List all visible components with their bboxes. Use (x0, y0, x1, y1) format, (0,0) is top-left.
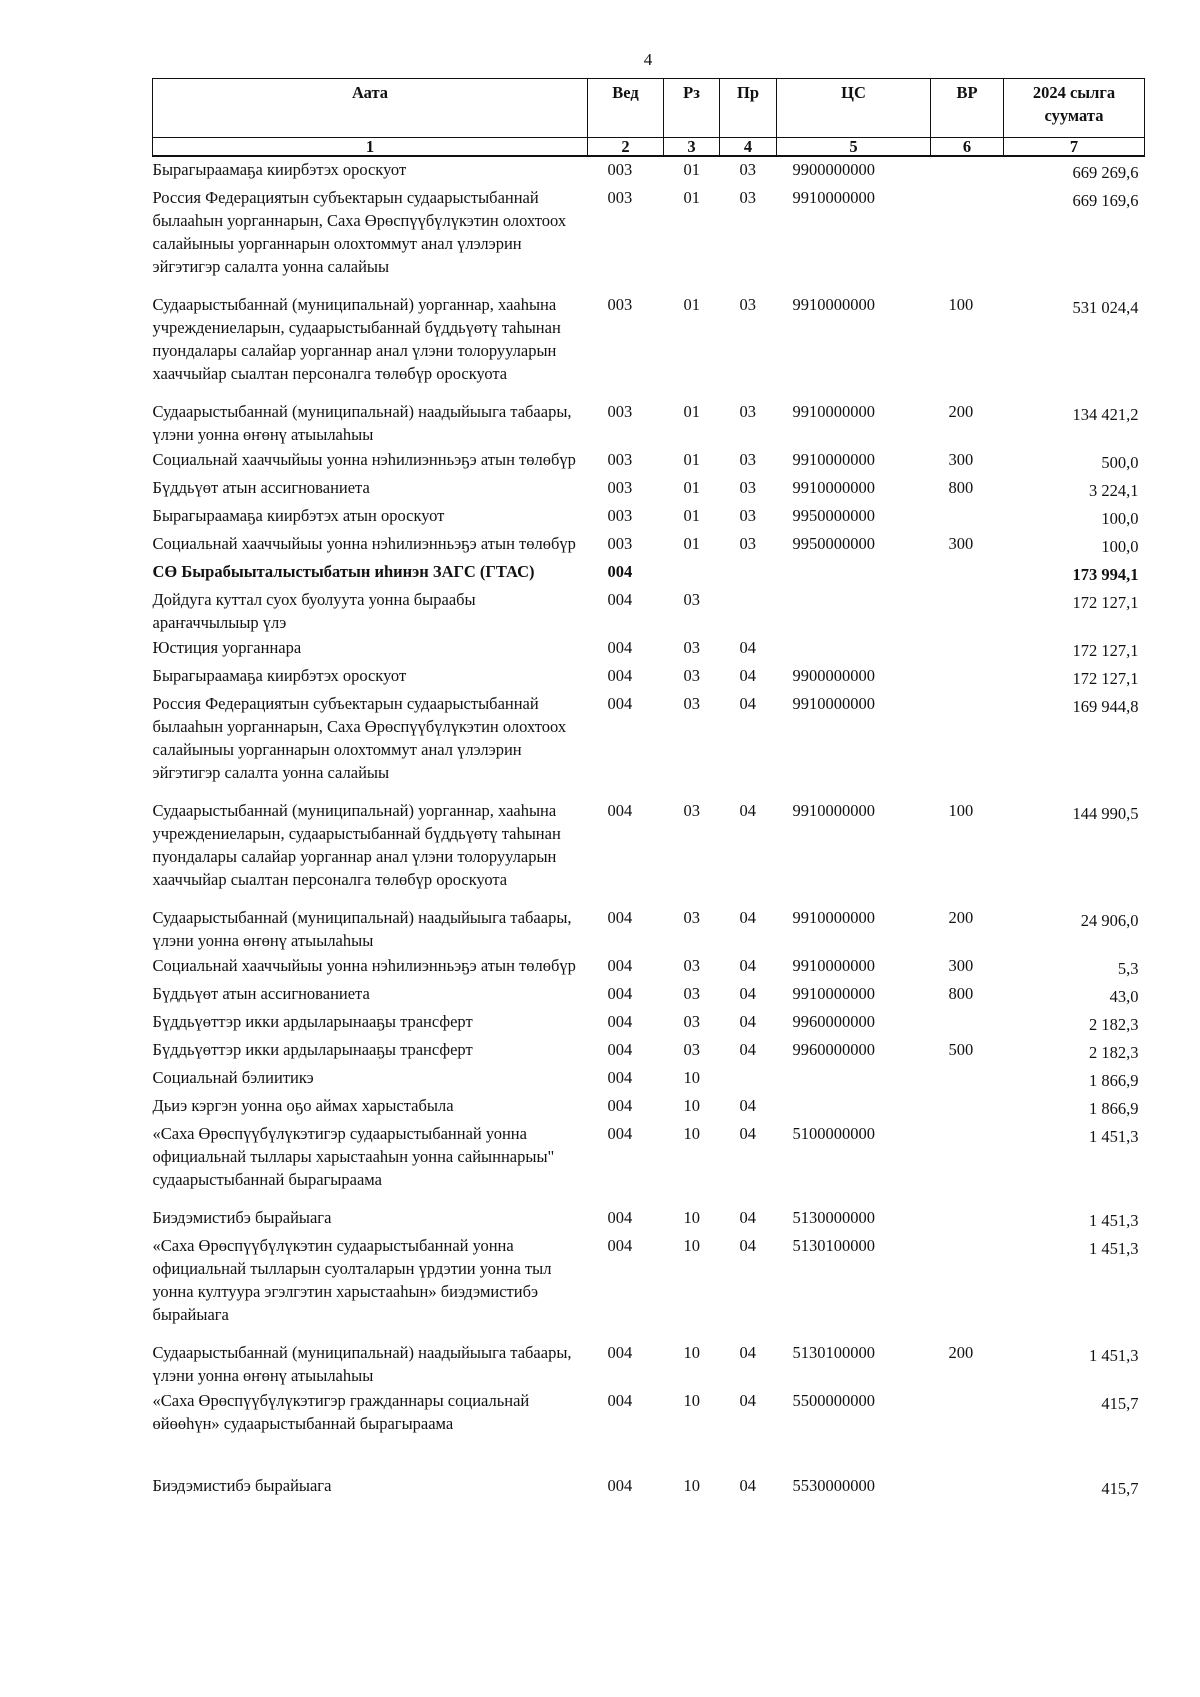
cell-pr: 04 (739, 908, 756, 927)
table-row (153, 953, 1145, 981)
cell-name: Бүддьүөттэр икки ардыларынааҕы трансферт (152, 1012, 473, 1031)
cell-name: Юстиция уорганнара (152, 638, 302, 657)
header-ved: Вед (588, 79, 664, 138)
cell-vr: 200 (948, 402, 974, 421)
cell-vr: 200 (948, 1343, 974, 1362)
table-row (153, 503, 1145, 531)
cell-ved: 004 (607, 908, 633, 927)
cell-vr (931, 635, 1004, 663)
cell-ved: 004 (607, 562, 633, 581)
page-number: 4 (643, 50, 653, 69)
cell-cs: 9910000000 (792, 188, 875, 207)
table-row (153, 1205, 1145, 1233)
cell-vr: 200 (948, 908, 974, 927)
header-name: Аата (153, 79, 588, 138)
cell-sum: 100,0 (1101, 509, 1139, 528)
cell-name: Судаарыстыбаннай (муниципальнай) уорганнар, хааһына учреждениеларын, судаарыстыбаннай бүддьүөтү таһынан пуондалары салайар уорганнар анал үлэни толорууларын хааччыйар сыалтан персоналга төлөбүр ороскуота (152, 295, 561, 383)
table-row (153, 156, 1145, 185)
cell-name: Социальнай хааччыйыы уонна нэһилиэнньэҕэ атын төлөбүр (152, 450, 576, 469)
cell-name: Бүддьүөт атын ассигнованиета (152, 984, 370, 1003)
table-row (153, 531, 1145, 559)
cell-vr (931, 1233, 1004, 1340)
cell-cs: 5130100000 (792, 1236, 875, 1255)
header-vr: ВР (931, 79, 1004, 138)
cell-sum: 43,0 (1109, 987, 1139, 1006)
header-num: 7 (1004, 138, 1145, 157)
cell-ved: 004 (607, 801, 633, 820)
table-row (153, 1473, 1145, 1501)
cell-name: Бырагыраамаҕа киирбэтэх атын ороскуот (152, 506, 445, 525)
table-row (153, 1093, 1145, 1121)
cell-vr (931, 1473, 1004, 1501)
cell-cs: 5530000000 (792, 1476, 875, 1495)
cell-pr: 04 (739, 801, 756, 820)
cell-sum: 500,0 (1101, 453, 1139, 472)
cell-cs: 9900000000 (792, 160, 875, 179)
cell-cs: 9910000000 (792, 908, 875, 927)
cell-rz: 03 (683, 694, 700, 713)
cell-pr: 04 (739, 956, 756, 975)
cell-vr (931, 156, 1004, 185)
cell-vr (931, 503, 1004, 531)
cell-vr (931, 1009, 1004, 1037)
cell-vr (931, 1121, 1004, 1205)
cell-rz: 10 (683, 1068, 700, 1087)
cell-pr: 04 (739, 1236, 756, 1255)
table-row (153, 691, 1145, 798)
cell-rz: 03 (683, 638, 700, 657)
cell-name: Судаарыстыбаннай (муниципальнай) уорганнар, хааһына учреждениеларын, судаарыстыбаннай бүддьүөтү таһынан пуондалары салайар уорганнар анал үлэни толорууларын хааччыйар сыалтан персоналга төлөбүр ороскуота (152, 801, 561, 889)
cell-vr (931, 691, 1004, 798)
cell-rz: 10 (683, 1236, 700, 1255)
cell-ved: 003 (607, 402, 633, 421)
cell-sum: 144 990,5 (1072, 804, 1139, 823)
cell-sum: 5,3 (1117, 959, 1139, 978)
cell-pr: 04 (739, 984, 756, 1003)
cell-cs: 9910000000 (792, 801, 875, 820)
cell-vr: 500 (948, 1040, 974, 1059)
cell-pr: 03 (739, 506, 756, 525)
cell-rz: 03 (683, 956, 700, 975)
cell-sum: 172 127,1 (1072, 593, 1139, 612)
cell-ved: 004 (607, 1068, 633, 1087)
cell-vr: 300 (948, 534, 974, 553)
cell-vr (931, 1205, 1004, 1233)
cell-vr: 800 (948, 478, 974, 497)
cell-pr: 04 (739, 1391, 756, 1410)
cell-vr (931, 185, 1004, 292)
header-num: 4 (720, 138, 777, 157)
cell-rz: 03 (683, 1012, 700, 1031)
cell-cs: 9960000000 (792, 1040, 875, 1059)
table-row (153, 663, 1145, 691)
cell-sum: 415,7 (1101, 1394, 1139, 1413)
cell-ved: 004 (607, 1343, 633, 1362)
table-row (153, 1121, 1145, 1205)
cell-sum: 100,0 (1101, 537, 1139, 556)
cell-pr: 04 (739, 1096, 756, 1115)
cell-ved: 004 (607, 1208, 633, 1227)
cell-sum: 172 127,1 (1072, 669, 1139, 688)
table-row (153, 185, 1145, 292)
cell-cs: 9910000000 (792, 402, 875, 421)
cell-cs (777, 1093, 931, 1121)
cell-sum: 169 944,8 (1072, 697, 1139, 716)
cell-rz: 03 (683, 1040, 700, 1059)
table-row (153, 635, 1145, 663)
cell-pr (720, 587, 777, 635)
table-row (153, 447, 1145, 475)
table-row (153, 1388, 1145, 1473)
cell-sum: 1 866,9 (1089, 1071, 1139, 1090)
cell-vr: 300 (948, 956, 974, 975)
cell-cs: 5100000000 (792, 1124, 875, 1143)
cell-pr: 04 (739, 1040, 756, 1059)
cell-cs: 5130000000 (792, 1208, 875, 1227)
cell-ved: 004 (607, 666, 633, 685)
cell-name: СӨ Бырабыыталыстыбатын иһинэн ЗАГС (ГТАС) (152, 562, 535, 581)
cell-sum: 1 451,3 (1089, 1239, 1139, 1258)
cell-cs: 9910000000 (792, 478, 875, 497)
cell-vr: 800 (948, 984, 974, 1003)
cell-sum: 2 182,3 (1089, 1043, 1139, 1062)
table-row (153, 1009, 1145, 1037)
cell-rz: 10 (683, 1476, 700, 1495)
cell-rz: 10 (683, 1124, 700, 1143)
cell-pr: 03 (739, 478, 756, 497)
cell-cs (777, 559, 931, 587)
header-num: 2 (588, 138, 664, 157)
header-num: 5 (777, 138, 931, 157)
cell-name: Социальнай хааччыйыы уонна нэһилиэнньэҕэ атын төлөбүр (152, 534, 576, 553)
cell-ved: 003 (607, 188, 633, 207)
cell-vr (931, 587, 1004, 635)
cell-rz (664, 559, 720, 587)
cell-ved: 004 (607, 638, 633, 657)
cell-rz: 10 (683, 1096, 700, 1115)
cell-name: Бүддьүөттэр икки ардыларынааҕы трансферт (152, 1040, 473, 1059)
cell-rz: 03 (683, 801, 700, 820)
cell-pr: 03 (739, 160, 756, 179)
cell-sum: 1 866,9 (1089, 1099, 1139, 1118)
cell-ved: 004 (607, 1012, 633, 1031)
cell-pr: 03 (739, 534, 756, 553)
cell-cs: 9900000000 (792, 666, 875, 685)
cell-sum: 173 994,1 (1072, 565, 1139, 584)
cell-pr (720, 559, 777, 587)
cell-rz: 10 (683, 1208, 700, 1227)
cell-vr: 100 (948, 801, 974, 820)
cell-pr: 04 (739, 1476, 756, 1495)
cell-cs: 9950000000 (792, 534, 875, 553)
cell-sum: 1 451,3 (1089, 1346, 1139, 1365)
cell-cs: 9910000000 (792, 956, 875, 975)
cell-ved: 003 (607, 295, 633, 314)
cell-name: Судаарыстыбаннай (муниципальнай) наадыйыыга табаары, үлэни уонна өҥөнү атыылаһыы (152, 1343, 572, 1385)
cell-cs (777, 1065, 931, 1093)
cell-ved: 004 (607, 590, 633, 609)
budget-table (152, 78, 1145, 1501)
cell-sum: 134 421,2 (1072, 405, 1139, 424)
cell-rz: 03 (683, 984, 700, 1003)
cell-ved: 003 (607, 478, 633, 497)
cell-ved: 004 (607, 694, 633, 713)
cell-sum: 1 451,3 (1089, 1211, 1139, 1230)
cell-pr: 04 (739, 694, 756, 713)
cell-ved: 004 (607, 1476, 633, 1495)
cell-vr: 300 (948, 450, 974, 469)
cell-pr: 04 (739, 1208, 756, 1227)
cell-rz: 01 (683, 402, 700, 421)
cell-name: Россия Федерациятын субъектарын судаарыстыбаннай былааһын уорганнарын, Саха Өрөспүүбүлүкэтин олохтоох салайыныы уорганнарын олохтоммут анал үлэлэрин эйгэтигэр салалта уонна салайыы (152, 694, 567, 782)
table-row (153, 1340, 1145, 1388)
cell-cs (777, 635, 931, 663)
cell-ved: 004 (607, 984, 633, 1003)
cell-ved: 003 (607, 450, 633, 469)
cell-name: «Саха Өрөспүүбүлүкэтигэр гражданнары социальнай өйөөһүн» судаарыстыбаннай бырагыраама (152, 1391, 530, 1433)
cell-rz: 01 (683, 188, 700, 207)
header-num: 6 (931, 138, 1004, 157)
cell-pr (720, 1065, 777, 1093)
cell-rz: 03 (683, 908, 700, 927)
cell-cs (777, 587, 931, 635)
cell-rz: 01 (683, 506, 700, 525)
cell-rz: 01 (683, 295, 700, 314)
table-row (153, 1065, 1145, 1093)
cell-cs: 5130100000 (792, 1343, 875, 1362)
cell-rz: 01 (683, 534, 700, 553)
cell-vr (931, 559, 1004, 587)
cell-pr: 04 (739, 1124, 756, 1143)
cell-cs: 9910000000 (792, 450, 875, 469)
cell-cs: 9910000000 (792, 295, 875, 314)
cell-ved: 004 (607, 1391, 633, 1410)
cell-rz: 03 (683, 666, 700, 685)
table-row (153, 905, 1145, 953)
cell-name: «Саха Өрөспүүбүлүкэтигэр судаарыстыбаннай уонна официальнай тыллары харыстааһын уонна сайыннарыы" судаарыстыбаннай бырагыраама (152, 1124, 555, 1189)
cell-name: Биэдэмистибэ бырайыага (152, 1208, 332, 1227)
cell-ved: 004 (607, 1040, 633, 1059)
cell-ved: 004 (607, 1236, 633, 1255)
table-row (153, 399, 1145, 447)
header-num: 1 (153, 138, 588, 157)
table-row (153, 559, 1145, 587)
cell-rz: 01 (683, 160, 700, 179)
table-body (153, 156, 1145, 1501)
cell-rz: 01 (683, 450, 700, 469)
table-row (153, 475, 1145, 503)
table-row (153, 587, 1145, 635)
cell-cs: 9960000000 (792, 1012, 875, 1031)
header-num: 3 (664, 138, 720, 157)
table-header (153, 79, 1145, 157)
cell-name: Бүддьүөт атын ассигнованиета (152, 478, 370, 497)
cell-sum: 415,7 (1101, 1479, 1139, 1498)
cell-rz: 03 (683, 590, 700, 609)
header-rz: Рз (664, 79, 720, 138)
table-row (153, 1233, 1145, 1340)
cell-name: Россия Федерациятын субъектарын судаарыстыбаннай былааһын уорганнарын, Саха Өрөспүүбүлүкэтин олохтоох салайыныы уорганнарын олохтоммут анал үлэлэрин эйгэтигэр салалта уонна салайыы (152, 188, 567, 276)
table-row (153, 1037, 1145, 1065)
header-cs: ЦС (777, 79, 931, 138)
cell-ved: 004 (607, 1124, 633, 1143)
cell-pr: 04 (739, 1012, 756, 1031)
cell-cs: 9950000000 (792, 506, 875, 525)
cell-sum: 172 127,1 (1072, 641, 1139, 660)
cell-pr: 04 (739, 666, 756, 685)
cell-pr: 03 (739, 402, 756, 421)
cell-sum: 1 451,3 (1089, 1127, 1139, 1146)
header-sum: 2024 сылга суумата (1004, 79, 1145, 138)
cell-pr: 04 (739, 1343, 756, 1362)
cell-name: Дьиэ кэргэн уонна оҕо аймах харыстабыла (152, 1096, 454, 1115)
header-pr: Пр (720, 79, 777, 138)
cell-sum: 2 182,3 (1089, 1015, 1139, 1034)
cell-ved: 003 (607, 506, 633, 525)
cell-name: «Саха Өрөспүүбүлүкэтин судаарыстыбаннай уонна официальнай тылларын суолталарын үрдэтии уонна тыл уонна култуура эгэлгэтин харыстааһын» биэдэмистибэ бырайыага (152, 1236, 552, 1324)
cell-rz: 10 (683, 1343, 700, 1362)
cell-name: Судаарыстыбаннай (муниципальнай) наадыйыыга табаары, үлэни уонна өҥөнү атыылаһыы (152, 908, 572, 950)
cell-sum: 531 024,4 (1072, 298, 1139, 317)
cell-pr: 03 (739, 450, 756, 469)
cell-sum: 669 169,6 (1072, 191, 1139, 210)
cell-name: Социальнай бэлиитикэ (152, 1068, 314, 1087)
cell-pr: 03 (739, 295, 756, 314)
cell-name: Судаарыстыбаннай (муниципальнай) наадыйыыга табаары, үлэни уонна өҥөнү атыылаһыы (152, 402, 572, 444)
cell-sum: 669 269,6 (1072, 163, 1139, 182)
cell-cs: 9910000000 (792, 694, 875, 713)
cell-rz: 01 (683, 478, 700, 497)
cell-sum: 3 224,1 (1089, 481, 1139, 500)
cell-ved: 004 (607, 956, 633, 975)
cell-rz: 10 (683, 1391, 700, 1410)
cell-name: Социальнай хааччыйыы уонна нэһилиэнньэҕэ атын төлөбүр (152, 956, 576, 975)
cell-vr (931, 1065, 1004, 1093)
cell-cs: 5500000000 (792, 1391, 875, 1410)
cell-name: Бырагыраамаҕа киирбэтэх ороскуот (152, 160, 407, 179)
table-row (153, 798, 1145, 905)
cell-sum: 24 906,0 (1080, 911, 1139, 930)
cell-ved: 004 (607, 1096, 633, 1115)
cell-vr (931, 1093, 1004, 1121)
cell-name: Биэдэмистибэ бырайыага (152, 1476, 332, 1495)
cell-vr (931, 663, 1004, 691)
cell-ved: 003 (607, 534, 633, 553)
cell-cs: 9910000000 (792, 984, 875, 1003)
table-row (153, 292, 1145, 399)
cell-vr: 100 (948, 295, 974, 314)
cell-name: Дойдуга куттал суох буолуута уонна быраабы араҥаччылыыр үлэ (152, 590, 476, 632)
cell-pr: 04 (739, 638, 756, 657)
table-row (153, 981, 1145, 1009)
cell-name: Бырагыраамаҕа киирбэтэх ороскуот (152, 666, 407, 685)
cell-ved: 003 (607, 160, 633, 179)
cell-pr: 03 (739, 188, 756, 207)
cell-vr (931, 1388, 1004, 1473)
